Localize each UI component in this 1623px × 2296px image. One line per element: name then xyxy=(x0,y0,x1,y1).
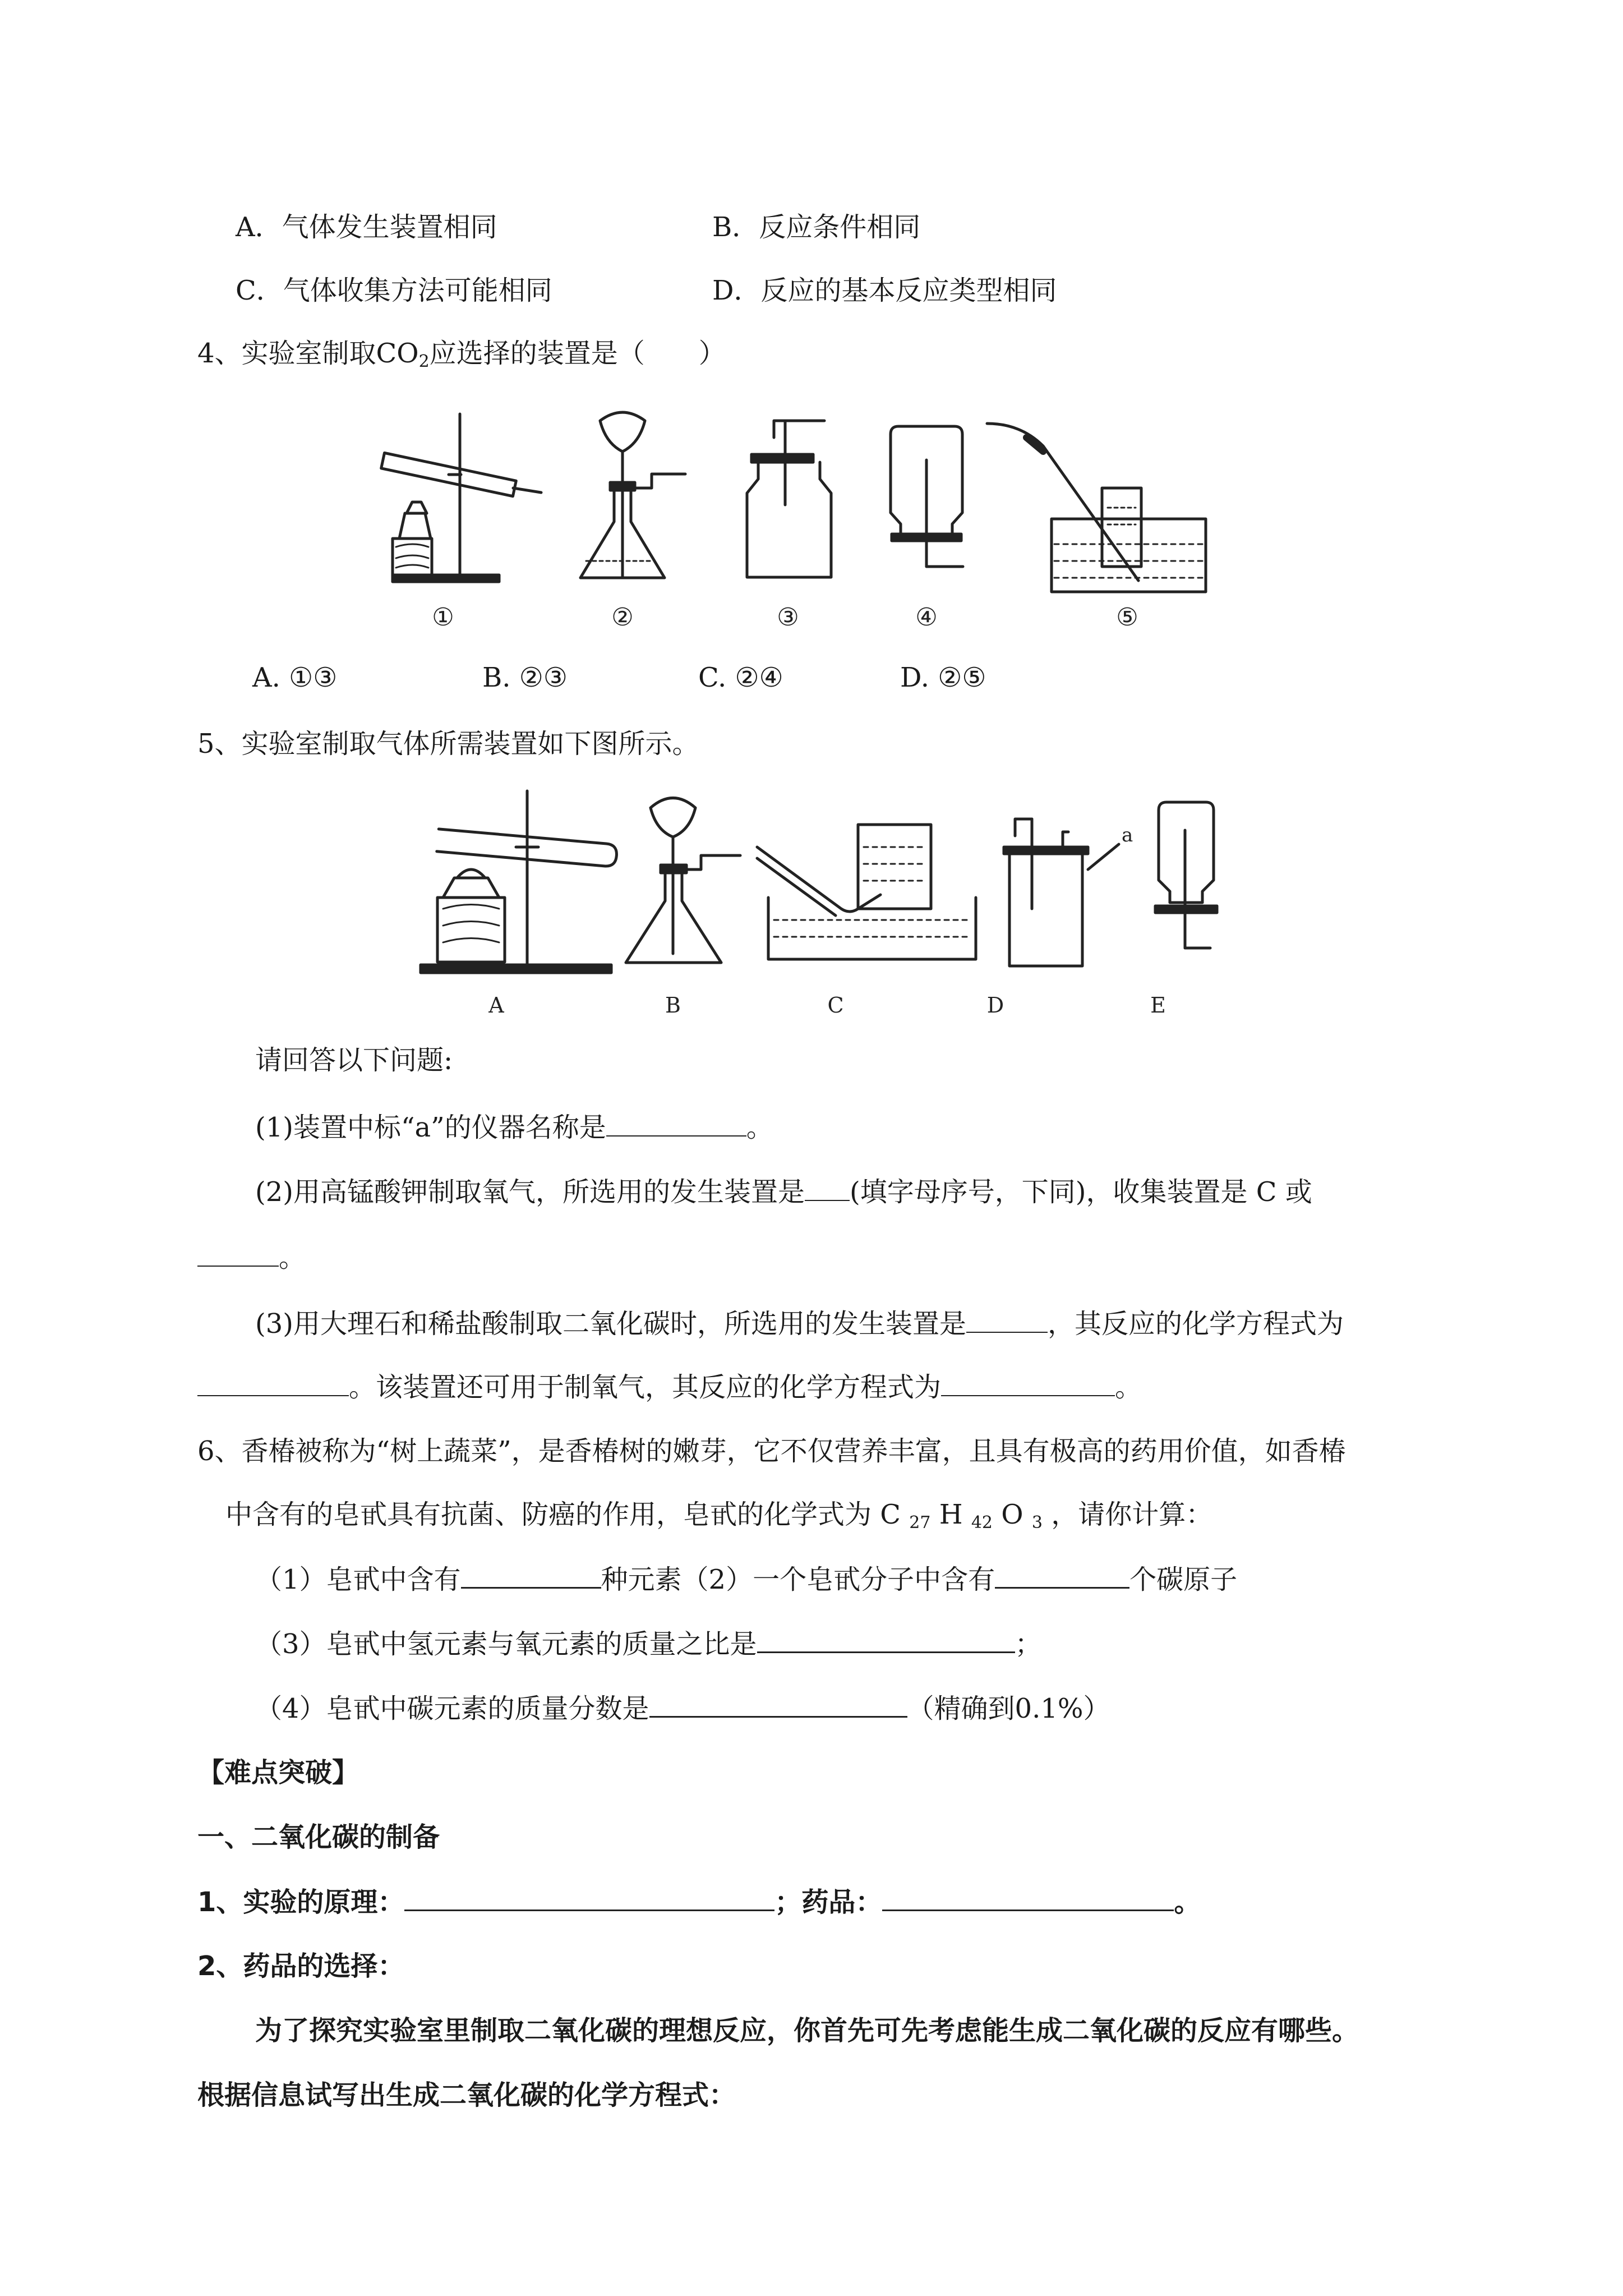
apparatus-3-label: ③ xyxy=(777,603,799,632)
q6-line2: 中含有的皂甙具有抗菌、防癌的作用，皂甙的化学式为 C $_{27}$ H $_{42}$ O $_3$ ，请你计算： xyxy=(225,1499,1213,1533)
q5-part1: (1)装置中标“a”的仪器名称是 。 xyxy=(255,1112,773,1143)
blank-o2-equation[interactable] xyxy=(941,1370,1115,1396)
blank-carbon-percent[interactable] xyxy=(649,1691,907,1718)
q4-stem: 4、实验室制取$CO_2$应选择的装置是（ ） xyxy=(197,338,726,371)
apparatus-d-icon xyxy=(1004,819,1119,966)
blank-generator-kmno4[interactable] xyxy=(805,1175,850,1201)
q6-sub3: （3）皂甙中氢元素与氧元素的质量之比是 ； xyxy=(255,1627,1042,1661)
apparatus-4-icon xyxy=(891,426,963,567)
apparatus-4-label: ④ xyxy=(915,603,938,632)
section-item-1: 1、实验的原理： ；药品： 。 xyxy=(197,1885,1201,1919)
q4-option-a: A. ①③ xyxy=(252,662,338,693)
label-a-text: a xyxy=(1122,824,1133,846)
blank-generator-co2[interactable] xyxy=(966,1307,1048,1333)
apparatus-3-icon xyxy=(747,421,831,577)
q5-part2: (2)用高锰酸钾制取氧气，所选用的发生装置是 (填字母序号，下同)，收集装置是 C 或 xyxy=(255,1176,1312,1208)
apparatus-e-label: E xyxy=(1150,993,1166,1018)
q5-part2-cont: 。 xyxy=(197,1241,306,1274)
q6-line1: 6、香椿被称为“树上蔬菜”，是香椿树的嫩芽，它不仅营养丰富，且具有极高的药用价值，如香椿 xyxy=(197,1435,1346,1467)
apparatus-d-label: D xyxy=(986,993,1004,1018)
blank-reagents[interactable] xyxy=(882,1885,1174,1911)
q5-part3-cont: 。该装置还可用于制氧气，其反应的化学方程式为 。 xyxy=(197,1370,1142,1404)
blank-principle[interactable] xyxy=(404,1885,774,1911)
apparatus-1-label: ① xyxy=(432,603,454,632)
q5-stem: 5、实验室制取气体所需装置如下图所示。 xyxy=(197,728,699,760)
apparatus-c-label: C xyxy=(827,993,844,1018)
blank-collector[interactable] xyxy=(197,1241,279,1267)
q5-prompt: 请回答以下问题: xyxy=(255,1045,453,1076)
q3-option-d: D．反应的基本反应类型相同 xyxy=(712,275,1057,306)
apparatus-5-icon xyxy=(987,424,1206,592)
apparatus-b-label: B xyxy=(665,993,681,1018)
q3-option-a: A．气体发生装置相同 xyxy=(236,211,497,243)
section-title: 【难点突破】 xyxy=(197,1757,359,1788)
q6-sub4: （4）皂甙中碳元素的质量分数是 （精确到0.1%） xyxy=(255,1691,1110,1726)
blank-instrument-name[interactable] xyxy=(606,1111,746,1137)
apparatus-a-label: A xyxy=(488,993,504,1018)
q6-sub1: （1）皂甙中含有 种元素（2）一个皂甙分子中含有 个碳原子 xyxy=(255,1562,1237,1596)
section-heading-1: 一、二氧化碳的制备 xyxy=(197,1821,440,1853)
q3-option-b: B．反应条件相同 xyxy=(712,211,921,243)
apparatus-5-label: ⑤ xyxy=(1116,603,1138,632)
apparatus-c-icon xyxy=(757,825,976,959)
q4-apparatus-figure xyxy=(359,404,1234,639)
section-item-2: 2、药品的选择： xyxy=(197,1950,405,1982)
apparatus-b-icon xyxy=(626,798,740,963)
q3-option-c: C．气体收集方法可能相同 xyxy=(236,275,552,306)
q5-apparatus-figure xyxy=(404,785,1256,1021)
blank-element-count[interactable] xyxy=(461,1562,601,1589)
q4-option-d: D. ②⑤ xyxy=(900,662,986,693)
q4-option-c: C. ②④ xyxy=(698,662,783,693)
apparatus-2-icon xyxy=(580,412,685,578)
blank-co2-equation[interactable] xyxy=(197,1370,349,1396)
apparatus-1-icon xyxy=(381,414,541,582)
section-para-1: 为了探究实验室里制取二氧化碳的理想反应，你首先可先考虑能生成二氧化碳的反应有哪些。 xyxy=(255,2015,1359,2046)
blank-carbon-atoms[interactable] xyxy=(995,1562,1129,1589)
q4-option-b: B. ②③ xyxy=(482,662,568,693)
apparatus-a-icon xyxy=(421,791,617,973)
apparatus-2-label: ② xyxy=(611,603,634,632)
section-para-2: 根据信息试写出生成二氧化碳的化学方程式： xyxy=(197,2079,736,2111)
apparatus-e-icon xyxy=(1155,802,1217,948)
q5-part3: (3)用大理石和稀盐酸制取二氧化碳时，所选用的发生装置是 ，其反应的化学方程式为 xyxy=(255,1308,1344,1340)
blank-h-o-ratio[interactable] xyxy=(757,1627,1015,1653)
